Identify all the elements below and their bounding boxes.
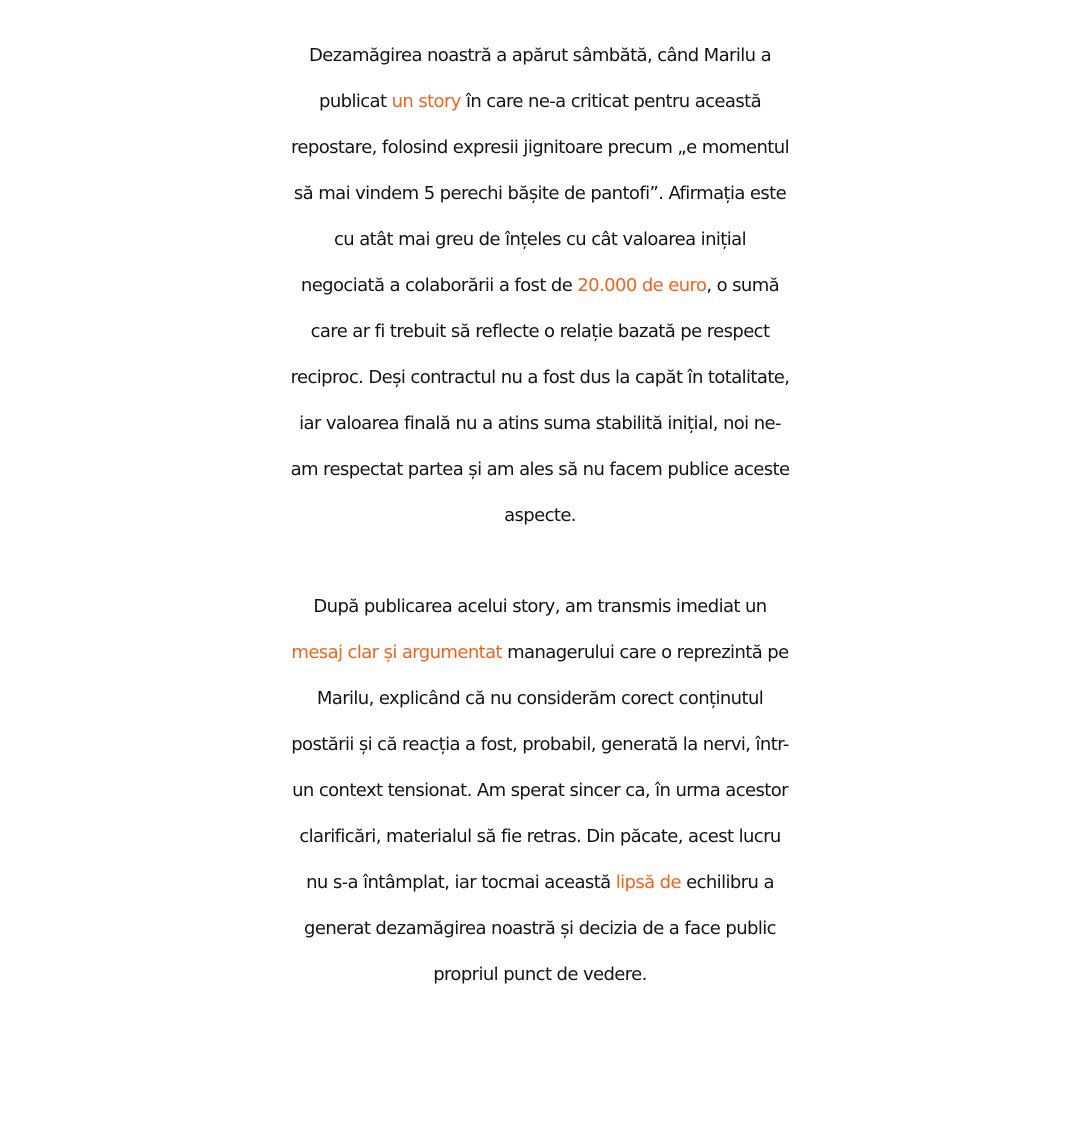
text-segment: negociată a colaborării a fost de [300, 275, 578, 296]
text-segment: un context tensionat. Am sperat sincer ca, în urma acestor [292, 780, 788, 801]
text-segment: cu atât mai greu de înțeles cu cât valoarea inițial [334, 229, 746, 250]
text-segment: care ar fi trebuit să reflecte o relație bazată pe respect [310, 321, 770, 342]
text-line [0, 171, 1080, 217]
text-segment: clarificări, materialul să fie retras. Din păcate, acest lucru [299, 826, 781, 847]
text-segment: iar valoarea finală nu a atins suma stabilită inițial, noi ne- [299, 413, 781, 434]
text-line [0, 33, 1080, 79]
text-segment: nu s-a întâmplat, iar tocmai această [306, 872, 616, 893]
text-line [0, 584, 1080, 630]
text-segment: aspecte. [504, 505, 576, 526]
text-line [0, 768, 1080, 814]
text-segment: Marilu, explicând că nu considerăm corect conținutul [316, 688, 764, 709]
text-segment: Dezamăgirea noastră a apărut sâmbătă, când Marilu a [308, 45, 772, 66]
text-segment: echilibru a [680, 872, 774, 893]
text-segment: repostare, folosind expresii jignitoare precum „e momentul [291, 137, 789, 158]
highlighted-phrase: 20.000 de euro [577, 275, 707, 296]
paragraph-2 [0, 584, 1080, 998]
text-line [0, 630, 1080, 676]
text-line [0, 263, 1080, 309]
text-line [0, 952, 1080, 998]
text-line [0, 906, 1080, 952]
highlighted-phrase: lipsă de [615, 872, 681, 893]
text-line [0, 217, 1080, 263]
text-line [0, 125, 1080, 171]
highlighted-phrase: un story [391, 91, 461, 112]
text-segment: să mai vindem 5 perechi bășite de pantofi”. Afirmația este [293, 183, 787, 204]
text-line [0, 309, 1080, 355]
text-segment: managerului care o reprezintă pe [502, 642, 789, 663]
text-line [0, 814, 1080, 860]
text-segment: , o sumă [706, 275, 780, 296]
text-line [0, 722, 1080, 768]
text-segment: După publicarea acelui story, am transmis imediat un [313, 596, 767, 617]
text-segment: publicat [319, 91, 392, 112]
text-line [0, 401, 1080, 447]
paragraph-1 [0, 33, 1080, 539]
text-segment: generat dezamăgirea noastră și decizia de a face public [304, 918, 776, 939]
text-line [0, 493, 1080, 539]
text-segment: propriul punct de vedere. [433, 964, 647, 985]
highlighted-phrase: mesaj clar și argumentat [291, 642, 502, 663]
text-segment: am respectat partea și am ales să nu facem publice aceste [290, 459, 790, 480]
text-segment: reciproc. Deși contractul nu a fost dus la capăt în totalitate, [290, 367, 790, 388]
text-line [0, 860, 1080, 906]
text-segment: postării și că reacția a fost, probabil, generată la nervi, într- [291, 734, 789, 755]
text-line [0, 447, 1080, 493]
text-segment: în care ne-a criticat pentru această [460, 91, 761, 112]
text-line [0, 79, 1080, 125]
text-line [0, 676, 1080, 722]
text-line [0, 355, 1080, 401]
